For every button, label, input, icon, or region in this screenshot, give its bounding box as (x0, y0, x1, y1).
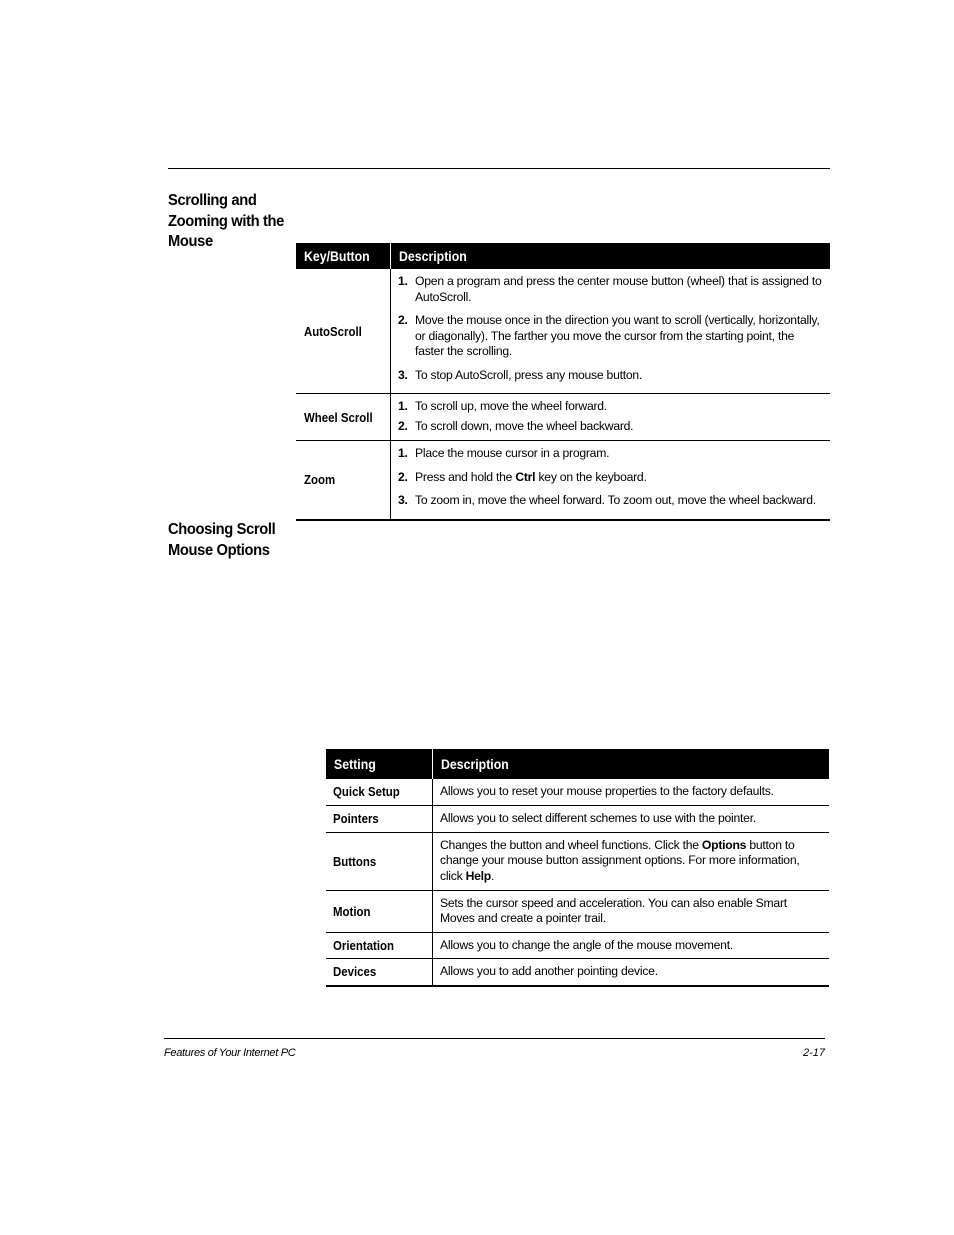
step-item: 1. Open a program and press the center mouse button (wheel) that is assigned to AutoScroll. (398, 274, 822, 304)
table-row-wheel-scroll (296, 394, 830, 441)
table-header-row (326, 749, 829, 779)
row-key: AutoScroll (296, 269, 391, 394)
setting-name: Devices (326, 959, 433, 986)
row-key: Zoom (296, 441, 391, 520)
step-item: 2. To scroll down, move the wheel backward. (398, 418, 634, 433)
table-header-row (296, 243, 830, 269)
column-header-description: Description (433, 749, 830, 779)
table-row (326, 959, 829, 986)
mouse-options-table (326, 749, 829, 987)
setting-description: Allows you to select different schemes to use with the pointer. (433, 805, 830, 832)
column-header-key: Key/Button (296, 243, 391, 269)
table-row (326, 890, 829, 932)
page-number: 2-17 (802, 1047, 825, 1059)
section-heading-scrolling: Scrolling and Zooming with the Mouse (168, 192, 284, 250)
top-rule (168, 168, 830, 169)
footer-title: Features of Your Internet PC (164, 1047, 296, 1059)
setting-description: Changes the button and wheel functions. Click the Options button to change your mouse button assignment options. For more information, click Help. (433, 832, 830, 890)
setting-name: Buttons (326, 832, 433, 890)
column-header-setting: Setting (326, 749, 433, 779)
table-row (326, 932, 829, 959)
setting-description: Allows you to change the angle of the mouse movement. (433, 932, 830, 959)
step-item: 1. To scroll up, move the wheel forward. (398, 399, 607, 413)
setting-description: Allows you to reset your mouse properties to the factory defaults. (433, 779, 830, 805)
setting-description: Allows you to add another pointing device. (433, 959, 830, 986)
row-key: Wheel Scroll (296, 394, 391, 441)
setting-name: Motion (326, 890, 433, 932)
row-description (391, 269, 830, 394)
setting-description: Sets the cursor speed and acceleration. You can also enable Smart Moves and create a pointer trail. (433, 890, 830, 932)
footer-rule (164, 1038, 825, 1039)
scroll-zoom-table (296, 243, 830, 521)
row-description (391, 441, 830, 520)
table-row (326, 805, 829, 832)
step-item: 1. Place the mouse cursor in a program. (398, 446, 610, 460)
table-row-autoscroll (296, 269, 830, 394)
setting-name: Pointers (326, 805, 433, 832)
column-header-description: Description (391, 243, 830, 269)
setting-name: Orientation (326, 932, 433, 959)
table-row (326, 832, 829, 890)
step-item: 3. To zoom in, move the wheel forward. To zoom out, move the wheel backward. (398, 493, 816, 507)
table-row-zoom (296, 441, 830, 520)
row-description (391, 394, 830, 441)
table-row (326, 779, 829, 805)
step-item: 3. To stop AutoScroll, press any mouse button. (398, 367, 643, 382)
step-item: 2. Move the mouse once in the direction you want to scroll (vertically, horizontally, or diagonally). The farther you move the cursor from the starting point, the faster the scrolling. (398, 313, 820, 358)
section-heading-mouse-options: Choosing Scroll Mouse Options (168, 521, 276, 559)
step-item: 2. Press and hold the Ctrl key on the keyboard. (398, 469, 647, 484)
setting-name: Quick Setup (326, 779, 433, 805)
